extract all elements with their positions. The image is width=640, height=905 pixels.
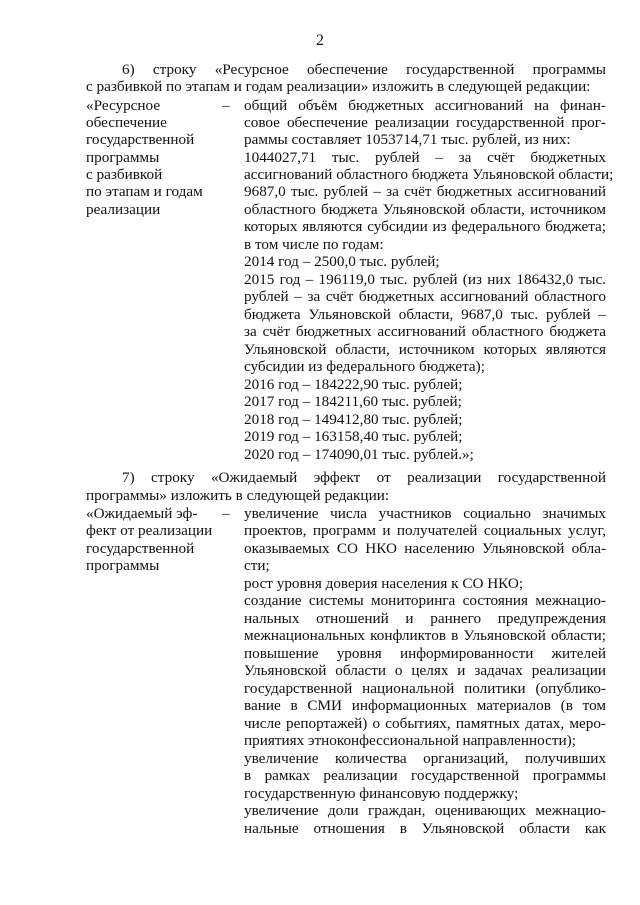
section6-right-line: за счёт бюджетных ассигнований областного бюджета [244, 323, 606, 340]
section7-left-line: государственной [86, 540, 195, 557]
section6-right-line: 9687,0 тыс. рублей – за счёт бюджетных ассигнований [244, 183, 606, 200]
section6-right-line: 2014 год – 2500,0 тыс. рублей; [244, 253, 440, 270]
section6-right-line: областного бюджета Ульяновской области, источником [244, 201, 606, 218]
section7-left-line: «Ожидаемый эф- [86, 505, 198, 522]
section7-right-line: вание в СМИ информационных материалов (в том [244, 697, 606, 714]
section6-left-line: «Ресурсное [86, 97, 161, 114]
section6-right-line: в том числе по годам: [244, 236, 384, 253]
section7-right-line: сти; [244, 557, 270, 574]
section7-dash: – [222, 505, 230, 522]
section7-right-line: оказываемых СО НКО населению Ульяновской обла- [244, 540, 606, 557]
section6-left-line: программы [86, 149, 160, 166]
section6-right-line: субсидии из федерального бюджета); [244, 358, 485, 375]
section6-right-line: 2016 год – 184222,90 тыс. рублей; [244, 376, 463, 393]
section6-right-line: 1044027,71 тыс. рублей – за счёт бюджетных [244, 149, 606, 166]
section7-left-line: фект от реализации [86, 522, 213, 539]
section6-right-line: 2017 год – 184211,60 тыс. рублей; [244, 393, 462, 410]
page-number: 2 [316, 32, 324, 49]
section6-left-line: реализации [86, 201, 161, 218]
section6-right-line: Ульяновской области, источником которых являются [244, 341, 606, 358]
section7-right-line: в рамках реализации государственной программы [244, 767, 606, 784]
section6-dash: – [222, 97, 230, 114]
section7-intro-line-1: 7) строку «Ожидаемый эффект от реализации государственной [122, 469, 606, 486]
section6-right-line: 2015 год – 196119,0 тыс. рублей (из них 186432,0 тыс. [244, 271, 606, 288]
section6-right-line: совое обеспечение реализации государственной прог- [244, 114, 606, 131]
section7-right-line: межнациональных конфликтов в Ульяновской области; [244, 627, 606, 644]
section7-intro-line-2: программы» изложить в следующей редакции: [86, 487, 390, 504]
section7-right-line: рост уровня доверия населения к СО НКО; [244, 575, 524, 592]
section7-right-line: государственной национальной политики (опублико- [244, 680, 606, 697]
section7-left-line: программы [86, 557, 160, 574]
section7-right-line: нальных отношений и раннего предупреждения [244, 610, 606, 627]
section7-right-line: нальные отношения в Ульяновской области как [244, 820, 606, 837]
section6-right-line: общий объём бюджетных ассигнований на финан- [244, 97, 606, 114]
section7-right-line: создание системы мониторинга состояния межнацио- [244, 592, 606, 609]
section7-right-line: увеличение доли граждан, оценивающих межнацио- [244, 802, 606, 819]
section7-right-line: повышение уровня информированности жителей [244, 645, 606, 662]
section6-right-line: раммы составляет 1053714,71 тыс. рублей, из них: [244, 131, 571, 148]
section7-right-line: приятиях этноконфессиональной направленности); [244, 732, 576, 749]
section7-right-line: государственную финансовую поддержку; [244, 785, 519, 802]
section6-right-line: 2018 год – 149412,80 тыс. рублей; [244, 411, 463, 428]
section6-right-line: рублей – за счёт бюджетных ассигнований областного [244, 288, 606, 305]
section6-right-line: бюджета Ульяновской области, 9687,0 тыс. рублей – [244, 306, 606, 323]
section6-left-line: обеспечение [86, 114, 167, 131]
section6-right-line: 2020 год – 174090,01 тыс. рублей.»; [244, 446, 474, 463]
section7-right-line: Ульяновской области о целях и задачах реализации [244, 662, 606, 679]
section6-left-line: по этапам и годам [86, 183, 203, 200]
section7-right-line: увеличение числа участников социально значимых [244, 505, 606, 522]
section7-right-line: числе репортажей) о событиях, памятных датах, меро- [244, 715, 606, 732]
section7-right-line: проектов, программ и получателей социальных услуг, [244, 522, 606, 539]
section6-left-line: государственной [86, 131, 195, 148]
section6-left-line: с разбивкой [86, 166, 163, 183]
section7-right-line: увеличение количества организаций, получивших [244, 750, 606, 767]
section6-right-line: которых являются субсидии из федерального бюджета; [244, 218, 606, 235]
section6-right-line: ассигнований областного бюджета Ульяновской области; [244, 166, 614, 183]
section6-intro-line-1: 6) строку «Ресурсное обеспечение государственной программы [122, 61, 606, 78]
section6-intro-line-2: с разбивкой по этапам и годам реализации» изложить в следующей редакции: [86, 78, 591, 95]
section6-right-line: 2019 год – 163158,40 тыс. рублей; [244, 428, 463, 445]
